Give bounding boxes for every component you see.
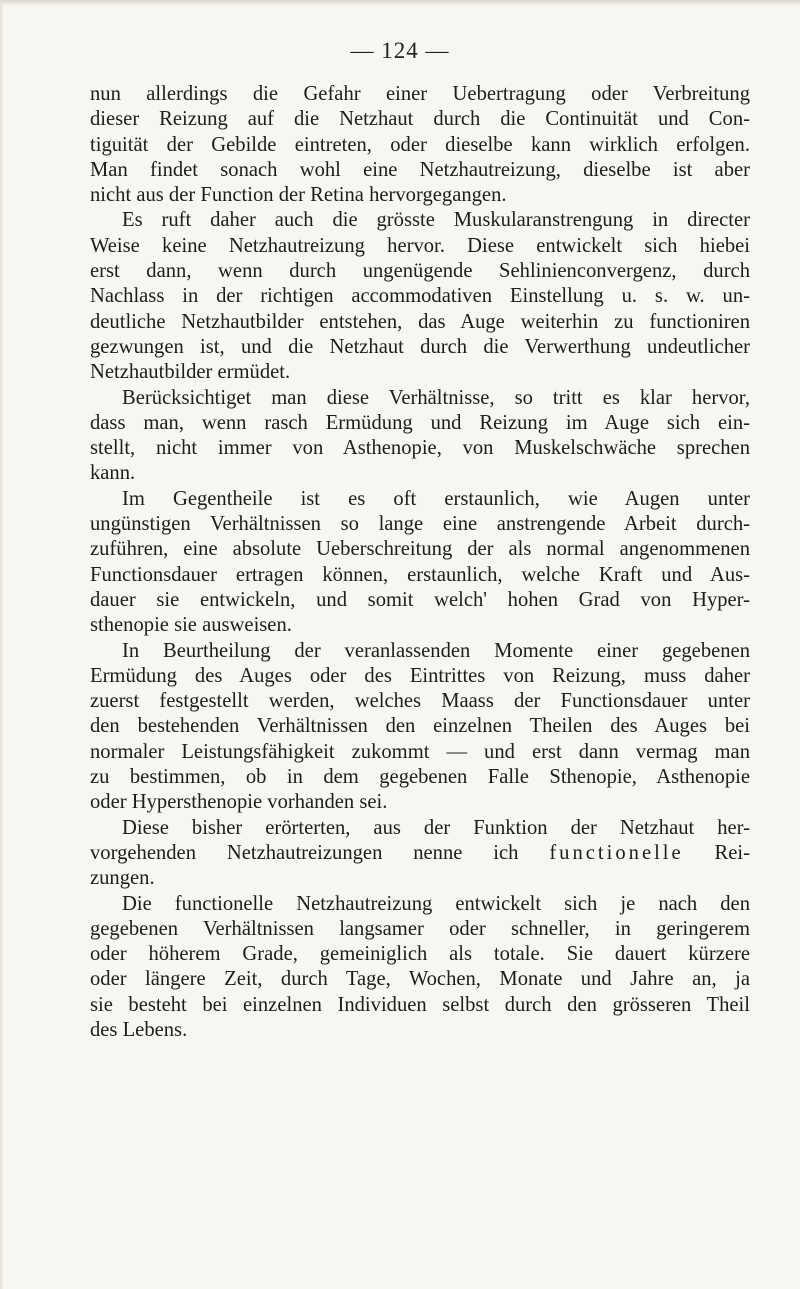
text-line: tiguität der Gebilde eintreten, oder dieselbe kann wirklich erfolgen. (90, 133, 750, 156)
text-line: den bestehenden Verhältnissen den einzelnen Theilen des Auges bei (90, 715, 750, 738)
text-line: Im Gegentheile ist es oft erstaunlich, wie Augen unter (122, 487, 750, 510)
text-line: Netzhautbilder ermüdet. (90, 361, 291, 384)
scan-edge-top (0, 0, 800, 6)
text-line: Man findet sonach wohl eine Netzhautreizung, dieselbe ist aber (90, 158, 750, 181)
text-line: dass man, wenn rasch Ermüdung und Reizung im Auge sich ein- (90, 411, 750, 434)
text-line: normaler Leistungsfähigkeit zukommt — und erst dann vermag man (90, 740, 750, 763)
text-fragment: vorgehenden Netzhautreizungen nenne ich (90, 841, 519, 864)
text-line: In Beurtheilung der veranlassenden Momente einer gegebenen (122, 639, 750, 662)
text-line: zungen. (90, 867, 155, 890)
page-number: — 124 — (350, 38, 450, 63)
text-line: Diese bisher erörterten, aus der Funktion der Netzhaut her- (122, 816, 750, 839)
text-fragment: Rei- (714, 841, 751, 864)
text-line: des Lebens. (90, 1018, 188, 1041)
text-line: gezwungen ist, und die Netzhaut durch die Verwerthung undeutlicher (90, 335, 750, 358)
text-line: Weise keine Netzhautreizung hervor. Diese entwickelt sich hiebei (90, 234, 750, 257)
text-line: zu bestimmen, ob in dem gegebenen Falle Sthenopie, Asthenopie (90, 766, 750, 789)
text-line: Es ruft daher auch die grösste Muskularanstrengung in directer (122, 209, 750, 232)
text-line: Ermüdung des Auges oder des Eintrittes von Reizung, muss daher (90, 664, 750, 687)
text-line: erst dann, wenn durch ungenügende Sehlinienconvergenz, durch (90, 260, 750, 283)
text-line: zuführen, eine absolute Ueberschreitung der als normal angenommenen (90, 538, 750, 561)
text-line: nun allerdings die Gefahr einer Uebertragung oder Verbreitung (90, 83, 750, 105)
scan-edge-left (0, 0, 4, 1289)
text-line: dauer sie entwickeln, und somit welch' hohen Grad von Hyper- (90, 588, 750, 611)
text-line: stellt, nicht immer von Asthenopie, von Muskelschwäche sprechen (90, 437, 750, 460)
text-line: oder höherem Grade, gemeiniglich als totale. Sie dauert kürzere (90, 943, 750, 966)
emphasized-term: functionelle (549, 841, 684, 864)
text-line-with-emphasis (90, 841, 750, 866)
text-line: Functionsdauer ertragen können, erstaunlich, welche Kraft und Aus- (90, 563, 750, 586)
text-line: deutliche Netzhautbilder entstehen, das Auge weiterhin zu functioniren (90, 310, 750, 333)
text-line: zuerst festgestellt werden, welches Maass der Functionsdauer unter (90, 690, 750, 713)
text-line: Nachlass in der richtigen accommodativen Einstellung u. s. w. un- (90, 285, 750, 308)
text-line: ungünstigen Verhältnissen so lange eine anstrengende Arbeit durch- (90, 513, 750, 536)
text-line: nicht aus der Function der Retina hervorgegangen. (90, 184, 507, 207)
text-line: sie besteht bei einzelnen Individuen selbst durch den grösseren Theil (90, 993, 750, 1016)
text-line: dieser Reizung auf die Netzhaut durch die Continuität und Con- (90, 108, 750, 131)
text-line: Berücksichtiget man diese Verhältnisse, so tritt es klar hervor, (122, 386, 750, 409)
text-line: oder Hypersthenopie vorhanden sei. (90, 791, 388, 814)
text-line: gegebenen Verhältnissen langsamer oder schneller, in geringerem (90, 917, 750, 940)
text-line: kann. (90, 462, 136, 485)
text-line: oder längere Zeit, durch Tage, Wochen, Monate und Jahre an, ja (90, 968, 750, 991)
text-line: sthenopie sie ausweisen. (90, 614, 292, 637)
text-line: Die functionelle Netzhautreizung entwickelt sich je nach den (122, 892, 750, 915)
body-text (90, 82, 750, 1043)
